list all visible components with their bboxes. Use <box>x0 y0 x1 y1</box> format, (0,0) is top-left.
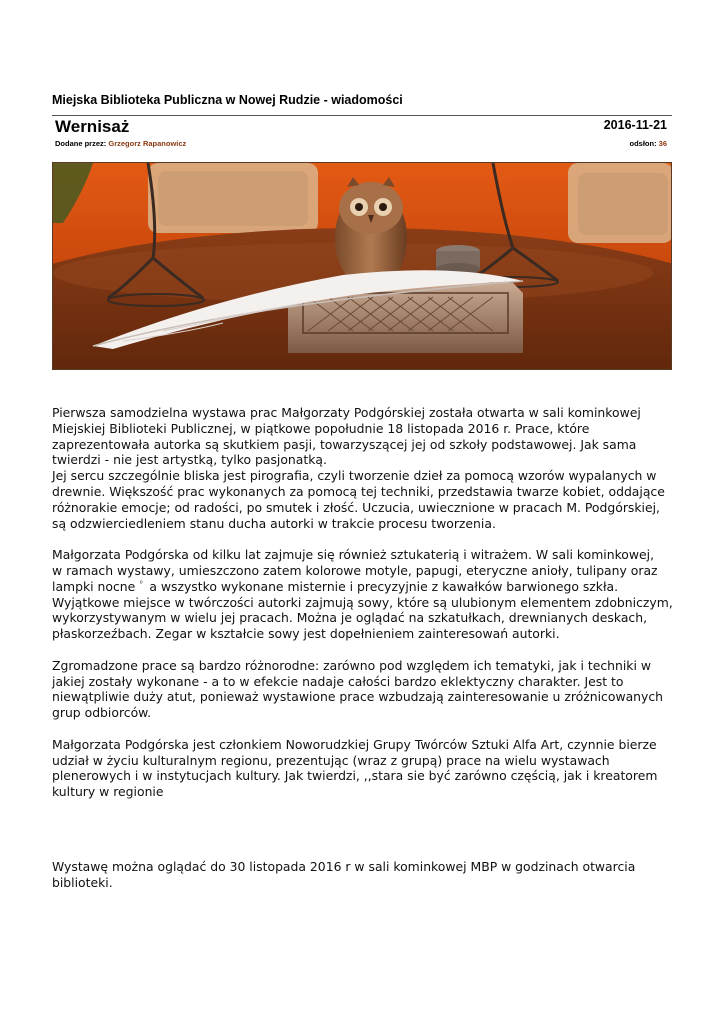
article-photo <box>52 162 672 370</box>
views-count: 36 <box>658 139 667 148</box>
views-label: odsłon: <box>629 139 657 148</box>
article-body <box>52 405 674 800</box>
article-date: 2016-11-21 <box>603 118 667 132</box>
article-title: Wernisaż <box>55 117 130 136</box>
paragraph-1: Pierwsza samodzielna wystawa prac Małgorzaty Podgórskiej została otwarta w sali kominkowej Miejskiej Biblioteki Publicznej, w piątkowe popołudnie 18 listopada 2016 r. Prace, które zaprezentowała autorka są skutkiem pasji, towarzyszącej jej od szkoły podstawowej. Jak sama twierdzi - nie jest artystką, tylko pasjonatką. Jej sercu szczególnie bliska jest pirografia, czyli tworzenie dzieł za pomocą wzorów wypalanych w drewnie. Większość prac wykonanych za pomocą tej techniki, przedstawia twarze kobiet, oddające różnorakie emocje; od radości, po smutek i złość. Uczucia, uwiecznione w pracach M. Podgórskiej, są odzwierciedleniem stanu ducha autorki w trakcie procesu tworzenia. <box>52 405 665 531</box>
paragraph-4: Małgorzata Podgórska jest członkiem Noworudzkiej Grupy Twórców Sztuki Alfa Art, czynnie bierze udział w życiu kulturalnym regionu, prezentując (wraz z grupą) prace na wielu wystawach plenerowych i w instytucjach kultury. Jak twierdzi, ,,stara sie być zarówno częścią, jak i kreatorem kultury w regionieﾠ <box>52 736 658 800</box>
paragraph-3: Zgromadzone prace są bardzo różnorodne: zarówno pod względem ich tematyki, jak i techniki w jakiej zostały wykonane - a to w efekcie nadaje całości bardzo eklektyczny charakter. Jest to niewątpliwie duży atut, ponieważ wystawione prace wzbudzają zainteresowanie u zróżnicowanych grup odbiorców. <box>52 657 664 721</box>
site-title: Miejska Biblioteka Publiczna w Nowej Rudzie - wiadomości <box>52 93 403 107</box>
author-line <box>55 139 186 148</box>
closing-paragraph <box>52 859 674 891</box>
views-line <box>629 139 667 148</box>
added-by-label: Dodane przez: <box>55 139 107 148</box>
header-divider <box>52 115 672 116</box>
paragraph-2: Małgorzata Podgórska od kilku lat zajmuje się również sztukaterią i witrażem. W sali kominkowej, w ramach wystawy, umieszczono zatem kolorowe motyle, papugi, eteryczne anioły, tulipany oraz lampki nocne ﾟ a wszystko wykonane misternie i precyzyjnie z kawałków barwionego szkła. Wyjątkowe miejsce w twórczości autorki zajmują sowy, które są ulubionym elementem zdobniczym, wykorzystywanym w wielu jej pracach. Można je oglądać na szkatułkach, drewnianych deskach, płaskorzeźbach. Zegar w kształcie sowy jest dopełnieniem zainteresowań autorki. <box>52 547 673 642</box>
owl-and-quill-photo <box>53 163 672 370</box>
author-link[interactable]: Grzegorz Rapanowicz <box>108 139 187 148</box>
closing-text: Wystawę można oglądać do 30 listopada 2016 r w sali kominkowej MBP w godzinach otwarcia biblioteki. <box>52 859 636 890</box>
